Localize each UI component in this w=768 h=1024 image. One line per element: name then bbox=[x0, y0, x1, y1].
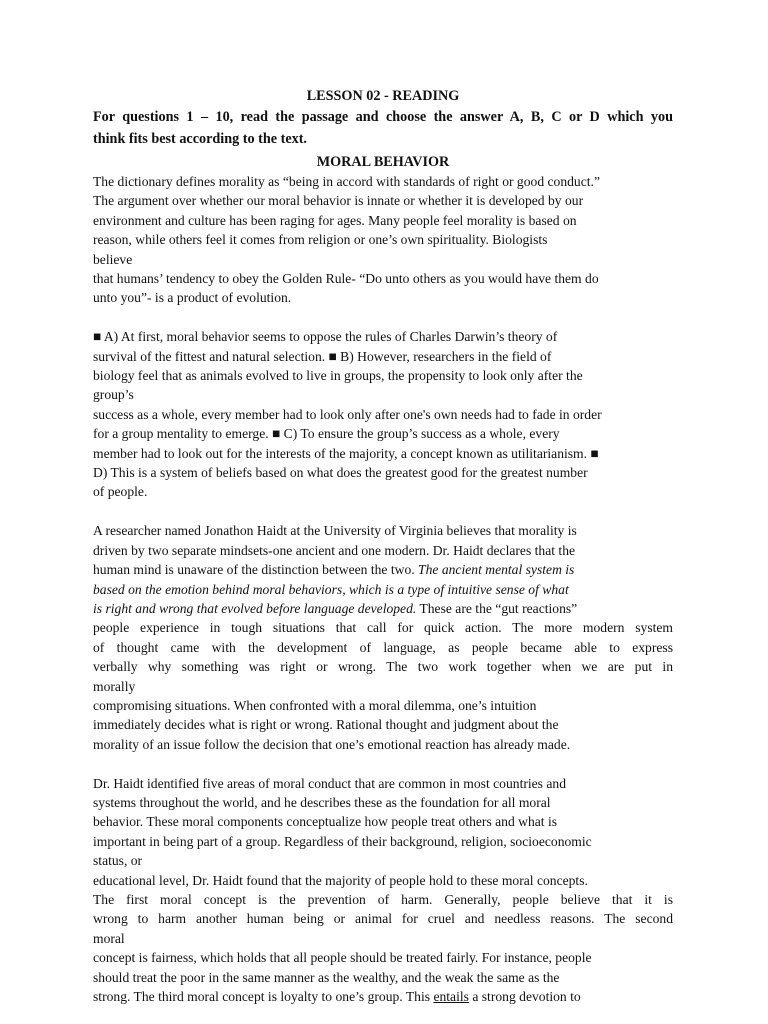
text-line: systems throughout the world, and he describes these as the foundation for all moral bbox=[93, 794, 551, 810]
text-line: member had to look out for the interests of the majority, a concept known as utilitarianism. ■ bbox=[93, 445, 599, 461]
paragraph-1 bbox=[93, 172, 673, 308]
text-line: immediately decides what is right or wrong. Rational thought and judgment about the bbox=[93, 717, 559, 733]
text-line: of people. bbox=[93, 484, 148, 500]
text-line: D) This is a system of beliefs based on what does the greatest good for the greatest number bbox=[93, 465, 588, 481]
text-line bbox=[93, 580, 673, 599]
text-line: educational level, Dr. Haidt found that the majority of people hold to these moral concepts. bbox=[93, 872, 588, 888]
text-line: The first moral concept is the prevention of harm. Generally, people believe that it is bbox=[93, 891, 673, 907]
text-line: moral bbox=[93, 930, 125, 946]
instructions bbox=[93, 106, 673, 150]
paragraph-gap bbox=[93, 502, 673, 521]
text-italic: The ancient mental system is bbox=[418, 562, 575, 578]
text-line: survival of the fittest and natural selection. ■ B) However, researchers in the field of bbox=[93, 348, 552, 364]
lesson-title: LESSON 02 - READING bbox=[306, 88, 460, 104]
text-line: status, or bbox=[93, 853, 143, 869]
text-plain: These are the “gut reactions” bbox=[416, 600, 578, 616]
text-italic: based on the emotion behind moral behaviors, which is a type of intuitive sense of what bbox=[93, 581, 569, 597]
text-line: that humans’ tendency to obey the Golden Rule- “Do unto others as you would have them do bbox=[93, 271, 599, 287]
text-line: The argument over whether our moral behavior is innate or whether it is developed by our bbox=[93, 193, 584, 209]
text-line bbox=[93, 560, 673, 579]
text-line: morally bbox=[93, 678, 136, 694]
text-line: important in being part of a group. Regardless of their background, religion, socioeconomic bbox=[93, 833, 592, 849]
text-line: concept is fairness, which holds that all people should be treated fairly. For instance, people bbox=[93, 950, 592, 966]
text-line: group’s bbox=[93, 387, 134, 403]
text-line: people experience in tough situations that call for quick action. The more modern system bbox=[93, 620, 673, 636]
text-line: should treat the poor in the same manner as the wealthy, and the weak the same as the bbox=[93, 969, 560, 985]
text-line bbox=[93, 599, 673, 618]
text-line: verbally why something was right or wrong. The two work together when we are put in bbox=[93, 659, 673, 675]
passage-title: MORAL BEHAVIOR bbox=[316, 154, 450, 170]
text-line: morality of an issue follow the decision that one’s emotional reaction has already made. bbox=[93, 736, 571, 752]
text-line: compromising situations. When confronted with a moral dilemma, one’s intuition bbox=[93, 697, 537, 713]
text-line: believe bbox=[93, 251, 133, 267]
paragraph-2 bbox=[93, 327, 673, 502]
paragraph-4 bbox=[93, 774, 673, 1007]
underlined-word: entails bbox=[433, 989, 469, 1005]
text-line: A researcher named Jonathon Haidt at the University of Virginia believes that morality is bbox=[93, 523, 577, 539]
text-line: Dr. Haidt identified five areas of moral conduct that are common in most countries and bbox=[93, 775, 566, 791]
text-line: ■ A) At first, moral behavior seems to oppose the rules of Charles Darwin’s theory of bbox=[93, 329, 558, 345]
paragraph-3 bbox=[93, 521, 673, 754]
text-line: reason, while others feel it comes from religion or one’s own spirituality. Biologists bbox=[93, 232, 548, 248]
document-page bbox=[93, 86, 673, 1006]
instructions-line: For questions 1 – 10, read the passage and choose the answer A, B, C or D which you bbox=[93, 109, 673, 125]
text-plain: human mind is unaware of the distinction between the two. bbox=[93, 562, 419, 578]
text-italic: is right and wrong that evolved before language developed. bbox=[93, 600, 417, 616]
text-line bbox=[93, 987, 673, 1006]
text-plain: a strong devotion to bbox=[468, 989, 581, 1005]
text-line: environment and culture has been raging for ages. Many people feel morality is based on bbox=[93, 212, 577, 228]
text-line: for a group mentality to emerge. ■ C) To ensure the group’s success as a whole, every bbox=[93, 426, 560, 442]
text-plain: strong. The third moral concept is loyalty to one’s group. This bbox=[93, 989, 434, 1005]
text-line: success as a whole, every member had to look only after one's own needs had to fade in order bbox=[93, 406, 602, 422]
text-line: unto you”- is a product of evolution. bbox=[93, 290, 292, 306]
text-line: of thought came with the development of language, as people became able to express bbox=[93, 639, 673, 655]
text-line: driven by two separate mindsets-one ancient and one modern. Dr. Haidt declares that the bbox=[93, 542, 576, 558]
text-line: behavior. These moral components conceptualize how people treat others and what is bbox=[93, 814, 558, 830]
paragraph-gap bbox=[93, 754, 673, 773]
paragraph-gap bbox=[93, 308, 673, 327]
text-line: The dictionary defines morality as “being in accord with standards of right or good conduct.” bbox=[93, 174, 600, 189]
text-line: wrong to harm another human being or animal for cruel and needless reasons. The second bbox=[93, 911, 673, 927]
text-line: biology feel that as animals evolved to live in groups, the propensity to look only after the bbox=[93, 368, 583, 384]
instructions-line: think fits best according to the text. bbox=[93, 131, 307, 147]
